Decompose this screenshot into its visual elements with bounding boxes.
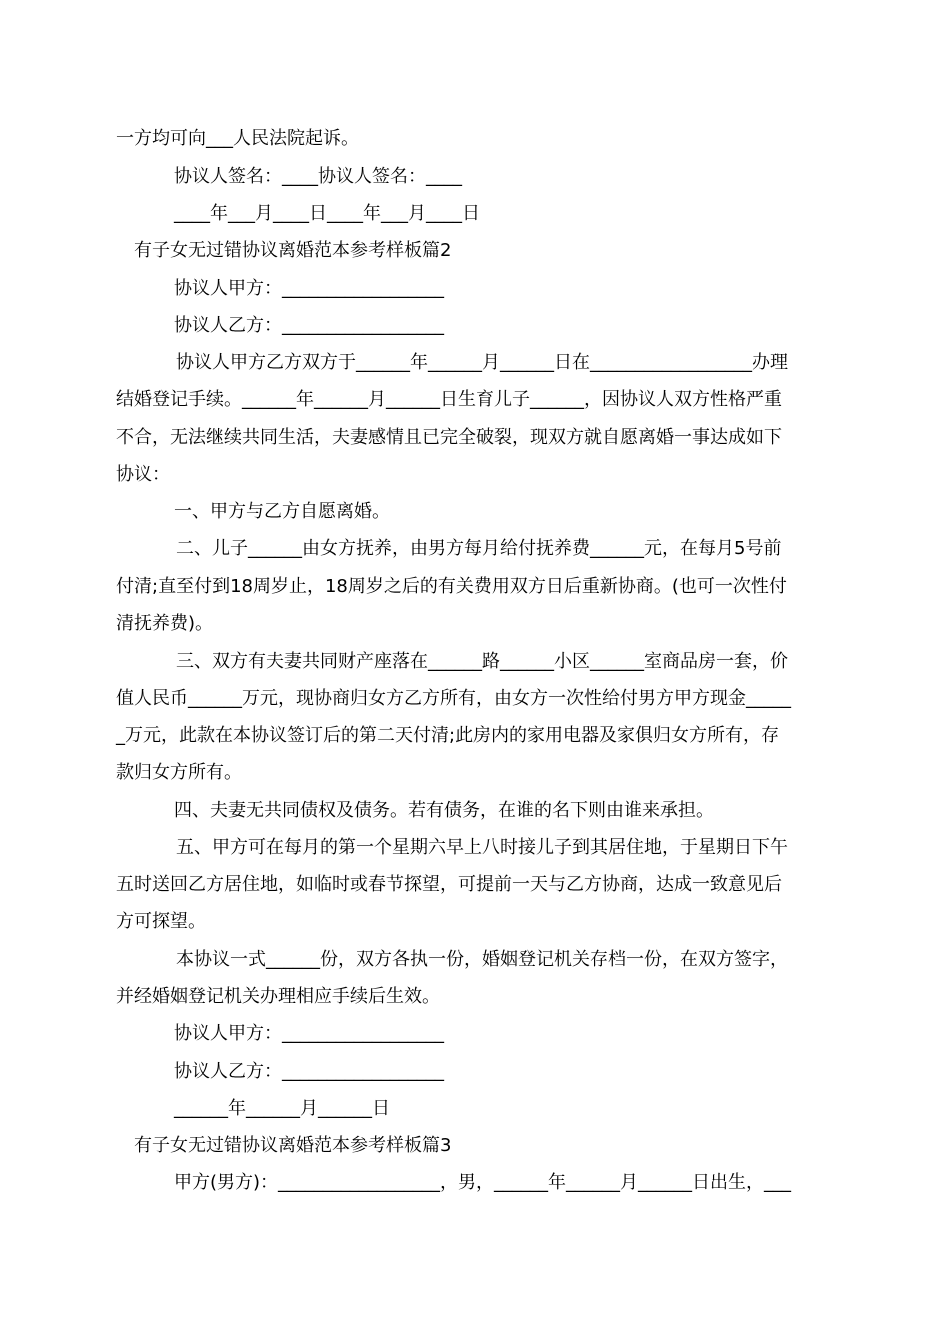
text-line: 款归女方所有。 (116, 762, 242, 783)
text-line: 三、双方有夫妻共同财产座落在______路______小区______室商品房一套，价 (176, 651, 788, 672)
text-line: 协议人甲方乙方双方于______年______月______日在__________________办理 (176, 352, 788, 373)
text-line: 不合，无法继续共同生活，夫妻感情且已完全破裂，现双方就自愿离婚一事达成如下 (116, 427, 782, 448)
text-line: 付清;直至付到18周岁止，18周岁之后的有关费用双方日后重新协商。(也可一次性付 (116, 576, 787, 597)
text-line: 五、甲方可在每月的第一个星期六早上八时接儿子到其居住地，于星期日下午 (176, 837, 788, 858)
text-line: 五时送回乙方居住地，如临时或春节探望，可提前一天与乙方协商，达成一致意见后 (116, 874, 782, 895)
text-line: 结婚登记手续。______年______月______日生育儿子______，因协议人双方性格严重 (116, 389, 782, 410)
text-line: 协议人签名：____协议人签名：____ (174, 166, 462, 187)
text-line: 本协议一式______份，双方各执一份，婚姻登记机关存档一份，在双方签字， (176, 949, 788, 970)
text-line: 协议人乙方：__________________ (174, 1061, 444, 1082)
text-line: 甲方(男方)：__________________，男，______年______月______日出生，___ (174, 1172, 792, 1193)
text-line: 并经婚姻登记机关办理相应手续后生效。 (116, 986, 440, 1007)
text-line: ______年______月______日 (174, 1098, 390, 1119)
text-line: 清抚养费)。 (116, 613, 214, 634)
text-line: 协议人乙方：__________________ (174, 315, 444, 336)
text-line: 方可探望。 (116, 911, 206, 932)
text-line: 协议： (116, 464, 170, 485)
text-line: 协议人甲方：__________________ (174, 1023, 444, 1044)
text-line: 二、儿子______由女方抚养，由男方每月给付抚养费______元，在每月5号前 (176, 538, 782, 559)
section-heading: 有子女无过错协议离婚范本参考样板篇3 (134, 1135, 452, 1156)
text-line: _万元，此款在本协议签订后的第二天付清;此房内的家用电器及家俱归女方所有，存 (116, 725, 780, 746)
text-line: 一方均可向___人民法院起诉。 (116, 128, 359, 149)
text-line: 一、甲方与乙方自愿离婚。 (174, 501, 390, 522)
text-line: ____年___月____日____年___月____日 (174, 203, 480, 224)
text-line: 四、夫妻无共同债权及债务。若有债务，在谁的名下则由谁来承担。 (174, 800, 714, 821)
text-line: 协议人甲方：__________________ (174, 278, 444, 299)
text-line: 值人民币______万元，现协商归女方乙方所有，由女方一次性给付男方甲方现金_____ (116, 688, 791, 709)
section-heading: 有子女无过错协议离婚范本参考样板篇2 (134, 240, 452, 261)
